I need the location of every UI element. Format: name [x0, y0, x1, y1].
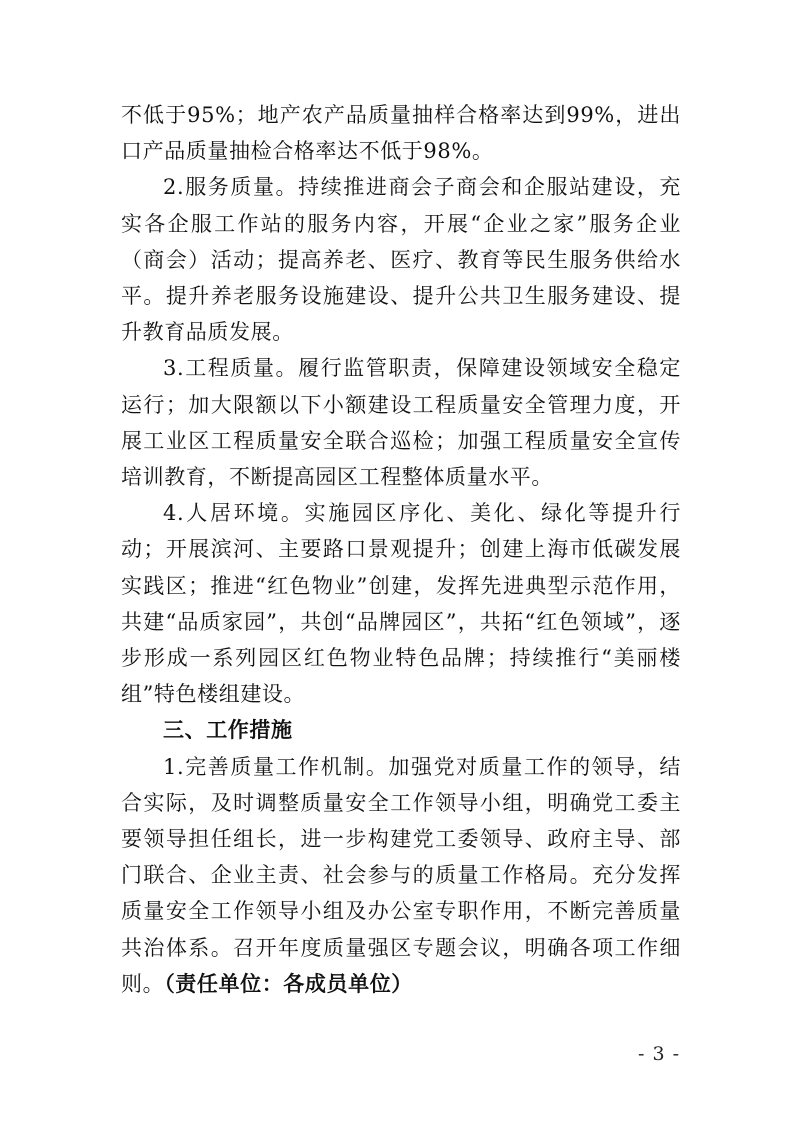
paragraph-service-quality: 2.服务质量。持续推进商会子商会和企服站建设，充实各企服工作站的服务内容，开展“企业之家”服务企业（商会）活动；提高养老、医疗、教育等民生服务供给水平。提升养老服务设施建设、提升公共卫生服务建设、提升教育品质发展。 — [121, 175, 681, 345]
paragraph-quality-mechanism-text: 1.完善质量工作机制。加强党对质量工作的领导，结合实际，及时调整质量安全工作领导小组，明确党工委主要领导担任组长，进一步构建党工委领导、政府主导、部门联合、企业主责、社会参与的质量工作格局。充分发挥质量安全工作领导小组及办公室专职作用，不断完善质量共治体系。召开年度质量强区专题会议，明确各项工作细则。 — [121, 754, 681, 996]
page-number: - 3 - — [637, 1043, 680, 1065]
paragraph-living-environment: 4.人居环境。实施园区序化、美化、绿化等提升行动；开展滨河、主要路口景观提升；创建上海市低碳发展实践区；推进“红色物业”创建，发挥先进典型示范作用，共建“品质家园”，共创“品牌园区”，共拓“红色领域”，逐步形成一系列园区红色物业特色品牌；持续推行“美丽楼组”特色楼组建设。 — [121, 501, 681, 707]
paragraph-engineering-quality: 3.工程质量。履行监管职责，保障建设领域安全稳定运行；加大限额以下小额建设工程质量安全管理力度，开展工业区工程质量安全联合巡检；加强工程质量安全宣传培训教育，不断提高园区工程整体质量水平。 — [121, 356, 681, 490]
responsibility-unit-note: （责任单位：各成员单位） — [164, 971, 413, 996]
document-body — [121, 97, 681, 1002]
paragraph-continuation: 不低于95%；地产农产品质量抽样合格率达到99%，进出口产品质量抽检合格率达不低于98%。 — [121, 103, 681, 164]
section-heading-work-measures: 三、工作措施 — [163, 718, 293, 743]
paragraph-quality-mechanism — [121, 749, 681, 1002]
